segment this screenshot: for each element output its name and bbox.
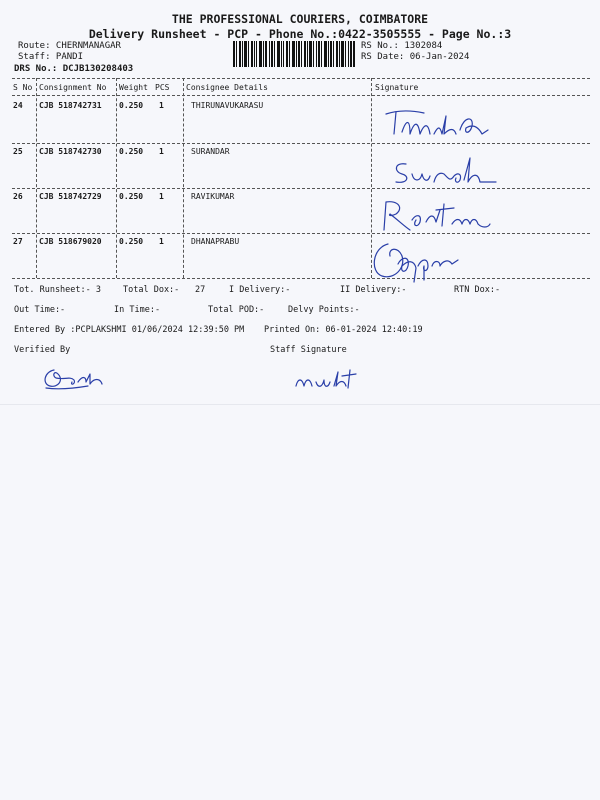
runsheet-title: Delivery Runsheet - PCP - Phone No.:0422-3505555 - Page No.:3 — [88, 27, 512, 41]
col-header-signature: Signature — [375, 83, 419, 92]
row-sno: 24 — [13, 101, 23, 110]
staff-signature-label: Staff Signature — [270, 345, 347, 355]
rtn-dox: RTN Dox:- — [454, 285, 501, 295]
total-dox-label: Total Dox:- — [123, 285, 180, 295]
signature-ravikumar — [378, 196, 498, 234]
staff-signature — [292, 364, 362, 392]
verified-by-label: Verified By — [14, 345, 71, 355]
row-pcs: 1 — [159, 101, 164, 110]
column-divider — [116, 78, 117, 278]
row-weight: 0.250 — [119, 237, 144, 246]
signature-dhanaprabu — [368, 238, 468, 286]
verifier-signature — [40, 364, 120, 392]
signature-thirunavukarasu — [380, 104, 500, 142]
in-time: In Time:- — [114, 305, 161, 315]
signature-surandar — [388, 152, 508, 188]
i-delivery: I Delivery:- — [229, 285, 291, 295]
paper-fold-line — [0, 404, 600, 405]
row-sno: 26 — [13, 192, 23, 201]
table-header-rule — [12, 95, 590, 96]
delivery-points: Delvy Points:- — [288, 305, 360, 315]
row-weight: 0.250 — [119, 101, 144, 110]
row-consignee: DHANAPRABU — [191, 237, 240, 246]
row-pcs: 1 — [159, 147, 164, 156]
row-sno: 27 — [13, 237, 23, 246]
row-consignment: CJB 518742731 — [39, 101, 102, 110]
col-header-consignee: Consignee Details — [186, 83, 268, 92]
row-rule — [12, 143, 590, 144]
out-time: Out Time:- — [14, 305, 66, 315]
total-dox-value: 27 — [195, 285, 206, 295]
row-sno: 25 — [13, 147, 23, 156]
printed-on: Printed On: 06-01-2024 12:40:19 — [264, 325, 423, 335]
drs-number: DRS No.: DCJB130208403 — [14, 64, 134, 74]
entered-by: Entered By :PCPLAKSHMI 01/06/2024 12:39:50 PM — [14, 325, 245, 335]
col-header-weight: Weight — [119, 83, 148, 92]
row-consignment: CJB 518742730 — [39, 147, 102, 156]
staff-label: Staff: PANDI — [18, 52, 84, 62]
row-consignment: CJB 518742729 — [39, 192, 102, 201]
row-consignment: CJB 518679020 — [39, 237, 102, 246]
row-consignee: THIRUNAVUKARASU — [191, 101, 264, 110]
row-weight: 0.250 — [119, 192, 144, 201]
column-divider — [36, 78, 37, 278]
table-bottom-rule — [12, 278, 590, 279]
row-pcs: 1 — [159, 237, 164, 246]
total-runsheet: Tot. Runsheet:- 3 — [14, 285, 101, 295]
barcode-image — [233, 41, 355, 67]
row-pcs: 1 — [159, 192, 164, 201]
col-header-consignment: Consignment No — [39, 83, 107, 92]
rs-date: RS Date: 06-Jan-2024 — [361, 52, 470, 62]
route-label: Route: CHERNMANAGAR — [18, 41, 121, 51]
row-weight: 0.250 — [119, 147, 144, 156]
table-top-rule — [12, 78, 590, 79]
row-rule — [12, 188, 590, 189]
total-pod: Total POD:- — [208, 305, 265, 315]
col-header-sno: S No — [13, 83, 33, 92]
company-title: THE PROFESSIONAL COURIERS, COIMBATORE — [171, 12, 429, 26]
rs-number: RS No.: 1302084 — [361, 41, 443, 51]
col-header-pcs: PCS — [155, 83, 170, 92]
ii-delivery: II Delivery:- — [340, 285, 407, 295]
row-consignee: SURANDAR — [191, 147, 230, 156]
column-divider — [183, 78, 184, 278]
row-rule — [12, 233, 590, 234]
row-consignee: RAVIKUMAR — [191, 192, 235, 201]
